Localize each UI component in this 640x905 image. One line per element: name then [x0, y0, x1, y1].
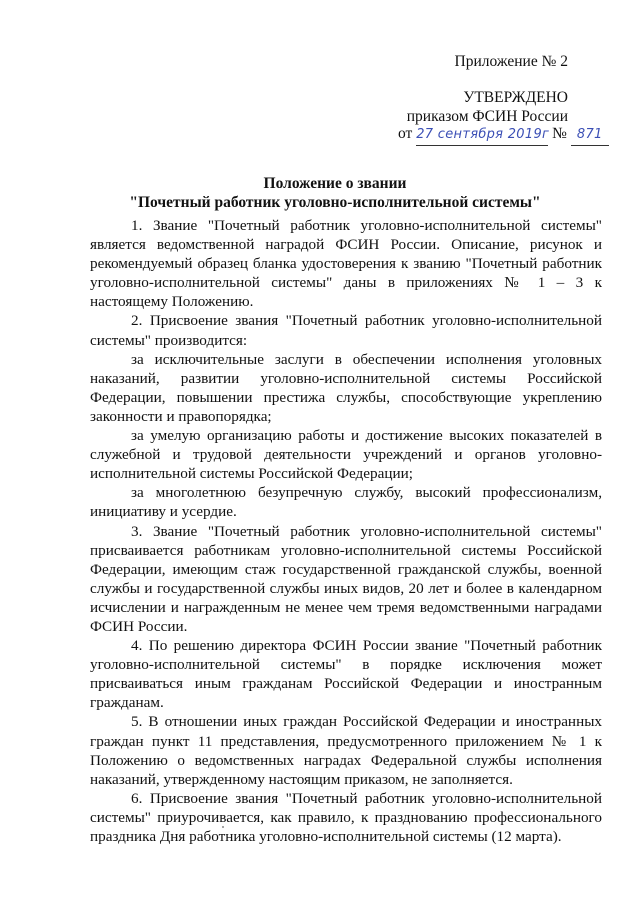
handwritten-date: 27 сентября 2019г — [416, 125, 548, 146]
paragraph: за умелую организацию работы и достижение высоких показателей в служебной и трудовой деятельности учреждений и органов уголовно-исполнительной системы Российской Федерации; — [90, 427, 602, 483]
date-prefix: от — [398, 125, 413, 142]
document-title — [90, 174, 580, 212]
number-label: № — [552, 125, 567, 142]
approved-label: УТВЕРЖДЕНО — [463, 89, 568, 106]
title-line-2: "Почетный работник уголовно-исполнительной системы" — [129, 194, 541, 211]
scan-speck — [222, 826, 224, 828]
title-line-1: Положение о звании — [263, 175, 407, 192]
paragraph: за исключительные заслуги в обеспечении исполнения уголовных наказаний, развитии уголовно-исполнительной системы Российской Федерации, повышении престижа службы, способствующие укреплению законности и правопорядка; — [90, 350, 602, 425]
paragraph: 2. Присвоение звания "Почетный работник уголовно-исполнительной системы" производится: — [90, 312, 602, 349]
paragraph: 6. Присвоение звания "Почетный работник уголовно-исполнительной системы" приурочивается, как правило, к празднованию профессионального праздника Дня работника уголовно-исполнительной системы (12 марта). — [90, 789, 602, 845]
appendix-label: Приложение № 2 — [454, 53, 568, 70]
order-date-line — [398, 124, 609, 146]
paragraph: за многолетнюю безупречную службу, высокий профессионализм, инициативу и усердие. — [90, 484, 602, 521]
paragraph: 3. Звание "Почетный работник уголовно-исполнительной системы" присваивается работникам уголовно-исполнительной системы Российской Федерации, имеющим стаж государственной гражданской службы, военной службы и государственной службы иных видов, 20 лет и более в календарном исчислении и награжденным не менее чем тремя ведомственными наградами ФСИН России. — [90, 522, 602, 635]
handwritten-number: 871 — [571, 125, 609, 146]
paragraph: 1. Звание "Почетный работник уголовно-исполнительной системы" является ведомственной наградой ФСИН России. Описание, рисунок и рекомендуемый образец бланка удостоверения к званию "Почетный работник уголовно-исполнительной системы" даны в приложениях № 1 – 3 к настоящему Положению. — [90, 217, 602, 311]
paragraph: 4. По решению директора ФСИН России звание "Почетный работник уголовно-исполнительной системы" в порядке исключения может присваиваться иным гражданам Российской Федерации и иностранным гражданам. — [90, 637, 602, 712]
paragraph: 5. В отношении иных граждан Российской Федерации и иностранных граждан пункт 11 представления, предусмотренного приложением № 1 к Положению о ведомственных наградах Федеральной службы исполнения наказаний, утвержденному настоящим приказом, не заполняется. — [90, 713, 602, 788]
document-body — [90, 216, 602, 846]
order-label: приказом ФСИН России — [406, 108, 568, 125]
